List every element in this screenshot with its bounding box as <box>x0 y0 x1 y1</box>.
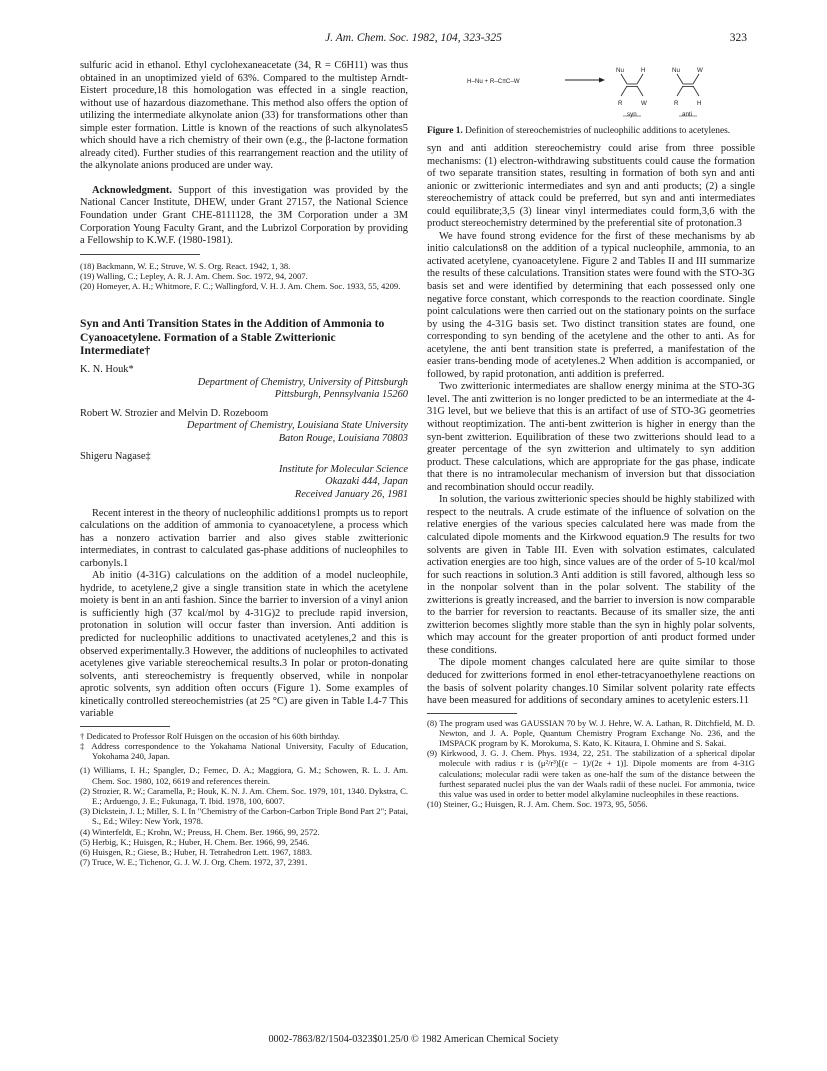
body-paragraph: Recent interest in the theory of nucleophilic additions1 prompts us to report calculations on the addition of ammonia to cyanoacetylene, a process which has a nonzero activation barrier and also gives stable zwitterionic intermediates, in contrast to calculated gas-phase additions of nucleophiles to carbonyls.1 <box>80 507 408 569</box>
intro-paragraph: sulfuric acid in ethanol. Ethyl cyclohexaneacetate (34, R = C6H11) was thus obtained in an unoptimized yield of 63%. Compared to the multistep Arndt-Eistert procedure,18 this homologation was effected in a single reaction, without use of hazardous diazomethane. This method also offers the option of utilizing the intermediate alkynolate anion (33) for transformations other than simple ester formation. Little is known of the reactions of such alkynolates5 which should have a rich chemistry of their own (e.g., the β-lactone formation already cited). Further studies of this rearrangement reaction and the utility of the alkynolate anions produced are under way. <box>80 60 408 172</box>
references-right <box>427 718 755 810</box>
footnote-item: ‡ Address correspondence to the Yokahama National University, Faculty of Education, Yokohama 240, Japan. <box>80 741 408 762</box>
acknowledgment-text: Support of this investigation was provided by the National Cancer Institute, DHEW, under Grant 27157, the National Science Foundation under Grant CHE-8111128, the 3M Corporation under a 3M Corporation Young Faculty Grant, and the Lubrizol Corporation by providing a Fellowship to K.W.F. (1980-1981). <box>80 184 408 247</box>
figure-1-drawing <box>427 60 755 122</box>
reference-item: (7) Truce, W. E.; Tichenor, G. J. W. J. Org. Chem. 1972, 37, 2391. <box>80 857 308 868</box>
right-column <box>427 60 755 809</box>
article-title: Syn and Anti Transition States in the Addition of Ammonia to Cyanoacetylene. Formation of a Stable Zwitterionic Intermediate† <box>80 317 385 358</box>
reference-item: (8) The program used was GAUSSIAN 70 by W. J. Hehre, W. A. Lathan, R. Ditchfield, M. D. Newton, and J. A. Pople, Quantum Chemistry Program Exchange No. 236, and the IMSPACK program by K. Morokuma, S. Kato, K. Kitaura, I. Ohmine and S. Sakai. <box>427 717 755 749</box>
body-paragraph: The dipole moment changes calculated here are quite similar to those deduced for zwitterions formed in enol ether-tetracyanoethylene reactions on the basis of solvent polarity changes.10 Similar solvent polarity rate effects have been measured for additions of secondary amines to acetylenic esters.11 <box>427 657 755 707</box>
received-date: Received January 26, 1981 <box>294 488 408 500</box>
footnotes <box>80 731 408 762</box>
footnote-item: † Dedicated to Professor Rolf Huisgen on the occasion of his 60th birthday. <box>80 730 340 741</box>
affiliation-pittsburgh <box>80 377 408 402</box>
affiliation-line: Pittsburgh, Pennsylvania 15260 <box>274 389 408 401</box>
figure-1-caption <box>427 126 755 137</box>
author-strozier-rozeboom: Robert W. Strozier and Melvin D. Rozeboom <box>80 407 269 419</box>
body-paragraph: We have found strong evidence for the first of these mechanisms by ab initio calculations8 on the addition of a typical nucleophile, ammonia, to an activated acetylene, cyanoacetylene. Figure 2 and Tables II and III summarize the results of these calculations. Transition states were found with the STO-3G basis set and were identified by determining that each possessed only one negative force constant, which corresponds to the reaction coordinate. Single point calculations were then carried out on the stationary points on the surface by using the 4-31G basis set. Two distinct transition states are found, one corresponding to syn bending of the acetylene and the other to anti. As for acetylene, the anti bent transition state is preferred, a manifestation of the easier trans-bending mode of acetylenes.2 When addition is accompanied, or followed, by rapid protonation, anti addition is preferred. <box>427 230 755 380</box>
reference-item: (3) Dickstein, J. I.; Miller, S. I. In "Chemistry of the Carbon-Carbon Triple Bond Part 2"; Patai, S., Ed.; Wiley: New York, 1978. <box>80 806 408 827</box>
reference-item: (6) Huisgen, R.; Giese, B.; Huber, H. Tetrahedron Lett. 1967, 1883. <box>80 847 313 858</box>
journal-citation: J. Am. Chem. Soc. 1982, 104, 323-325 <box>325 32 502 44</box>
syn-label: syn <box>627 111 637 118</box>
syn-top-left: Nu <box>616 67 624 74</box>
caption-heading: Figure 1. <box>427 126 463 136</box>
page-number: 323 <box>729 32 747 44</box>
affiliation-line: Department of Chemistry, Louisiana State University <box>186 420 408 432</box>
reference-item: (10) Steiner, G.; Huisgen, R. J. Am. Chem. Soc. 1973, 95, 5056. <box>427 799 648 810</box>
left-column <box>80 60 408 867</box>
references-top <box>80 261 408 292</box>
author-nagase: Shigeru Nagase‡ <box>80 451 151 463</box>
syn-bottom-left: R <box>618 100 623 107</box>
body-paragraph: Ab initio (4-31G) calculations on the addition of a model nucleophile, hydride, to acetylene,2 give a single transition state in which the acetylene moiety is bent in an anti fashion. Since the barrier to inversion of a vinyl anion is sufficiently high (37 kcal/mol by 4-31G)2 to preclude rapid inversion, protonation in solution will occur faster than inversion. Anti addition is predicted for nucleophilic additions to unactivated acetylenes,2 and this is observed experimentally.3 However, the additions of nucleophiles to activated acetylenes give variable stereochemical results.3 In polar or proton-donating solvents, anti stereochemistry is frequently observed, while in nonpolar aprotic solvents, syn addition often occurs (Figure 1). Some examples of kinetically controlled stereochemistries (at 25 °C) are given in Table I.4-7 This variable <box>80 570 408 720</box>
caption-text: Definition of stereochemistries of nucleophilic additions to acetylenes. <box>465 126 731 136</box>
affiliation-line: Institute for Molecular Science <box>279 463 408 475</box>
reference-item: (9) Kirkwood, J. G. J. Chem. Phys. 1934, 22, 251. The stabilization of a spherical dipolar molecule with radius r is (μ²/r³)[(ε − 1)/(2ε + 1)]. Dipole moments are from 4-31G calculations; molecular radii were taken as one-half the sum of the distance between the furthest separated nuclei plus the van der Waals radii of these nuclei. For ammonia, twice this value was used in order to better model alkylamine nucleophiles in these reactions. <box>427 748 755 800</box>
running-head <box>80 32 747 48</box>
footnote-divider <box>80 726 170 727</box>
affiliation-line: Baton Rouge, Louisiana 70803 <box>278 432 408 444</box>
body-paragraph: Two zwitterionic intermediates are shallow energy minima at the STO-3G level. The anti zwitterion is no longer predicted to be an intermediate at the 4-31G level, but we believe that this is an artifact of use of STO-3G geometries without reoptimization. The anti-bent zwitterion is higher in energy than the syn-bent zwitterion. Equilibration of these two zwitterions should lead to a greater percentage of the syn zwitterion and ultimately to syn addition product. These calculations, which are appropriate for the gas phase, indicate that there is no intramolecular mechanism of inversion but that dissociation and recombination should occur readily. <box>427 381 755 493</box>
figure-1 <box>427 60 755 122</box>
page-footer: 0002-7863/82/1504-0323$01.25/0 © 1982 American Chemical Society <box>268 1034 559 1045</box>
acknowledgment-heading: Acknowledgment. <box>92 184 172 196</box>
acknowledgment <box>80 185 408 248</box>
reference-item: (5) Herbig, K.; Huisgen, R.; Huber, H. Chem. Ber. 1966, 99, 2546. <box>80 836 310 847</box>
anti-top-left: Nu <box>672 67 680 74</box>
anti-bottom-right: H <box>697 100 702 107</box>
reference-item: (19) Walling, C.; Lepley, A. R. J. Am. Chem. Soc. 1972, 94, 2007. <box>80 270 308 281</box>
syn-bottom-right: W <box>641 100 647 107</box>
reference-item: (2) Strozier, R. W.; Caramella, P.; Houk, K. N. J. Am. Chem. Soc. 1979, 101, 1340. Dykstra, C. E.; Arduengo, J. E.; Fukunaga, T. Ibid. 1978, 100, 6007. <box>80 785 408 807</box>
reference-item: (18) Backmann, W. E.; Struve, W. S. Org. React. 1942, 1, 38. <box>80 260 291 271</box>
reference-item: (1) Williams, I. H.; Spangler, D.; Femec, D. A.; Maggiora, G. M.; Schowen, R. L. J. Am. Chem. Soc. 1980, 102, 6619 and references therein. <box>80 765 408 786</box>
reference-item: (4) Winterfeldt, E.; Krohn, W.; Preuss, H. Chem. Ber. 1966, 99, 2572. <box>80 826 320 837</box>
reference-item: (20) Homeyer, A. H.; Whitmore, F. C.; Wallingford, V. H. J. Am. Chem. Soc. 1933, 55, 4209. <box>80 281 401 292</box>
anti-bottom-left: R <box>674 100 679 107</box>
affiliation-ims <box>80 464 408 489</box>
affiliation-line: Department of Chemistry, University of Pittsburgh <box>197 376 408 388</box>
body-paragraph: In solution, the various zwitterionic species should be highly stabilized with respect to the neutrals. A crude estimate of the influence of solvation on the relative energies of the various species calculated here was made from the calculated dipole moments and the Kirkwood equation.9 The results for two solvents are given in Table III. Even with solvation estimates, calculated activation energies are too high, since values are of the order of 5-10 kcal/mol for such reactions in solution.3 Anti addition is still favored, although less so in the nonpolar solvent than in the polar solvent. The stability of the zwitterions is greatly increased, and the barrier to inversion is now comparable to the barrier for reversion to reactants. Because of its smaller size, the anti zwitterion becomes slightly more stable than the syn in highly polar solvents, which may account for the greater proportion of anti product formed under these conditions. <box>427 494 755 656</box>
reactants-label: H–Nu + R–C≡C–W <box>467 78 520 85</box>
references-bottom <box>80 765 408 867</box>
reference-divider <box>80 254 200 255</box>
author-houk: K. N. Houk* <box>80 364 134 376</box>
body-paragraph: syn and anti addition stereochemistry could arise from three possible mechanisms: (1) electron-withdrawing substituents could cause the formation of two separate transition states, resulting in formation of both syn and anti anionic or zwitterionic intermediates and syn and anti products; (2) a single stereochemistry of attack could be preferred, but syn and anti intermediates could equilibrate;3,5 (3) linear vinyl intermediates could form,3,6 with the product stereochemistry determined by the preferential site of protonation.3 <box>427 143 755 230</box>
syn-top-right: H <box>641 67 646 74</box>
affiliation-lsu <box>80 420 408 445</box>
footnote-divider <box>427 713 517 714</box>
anti-top-right: W <box>697 67 703 74</box>
affiliation-line: Okazaki 444, Japan <box>325 476 408 488</box>
anti-label: anti <box>682 111 692 118</box>
